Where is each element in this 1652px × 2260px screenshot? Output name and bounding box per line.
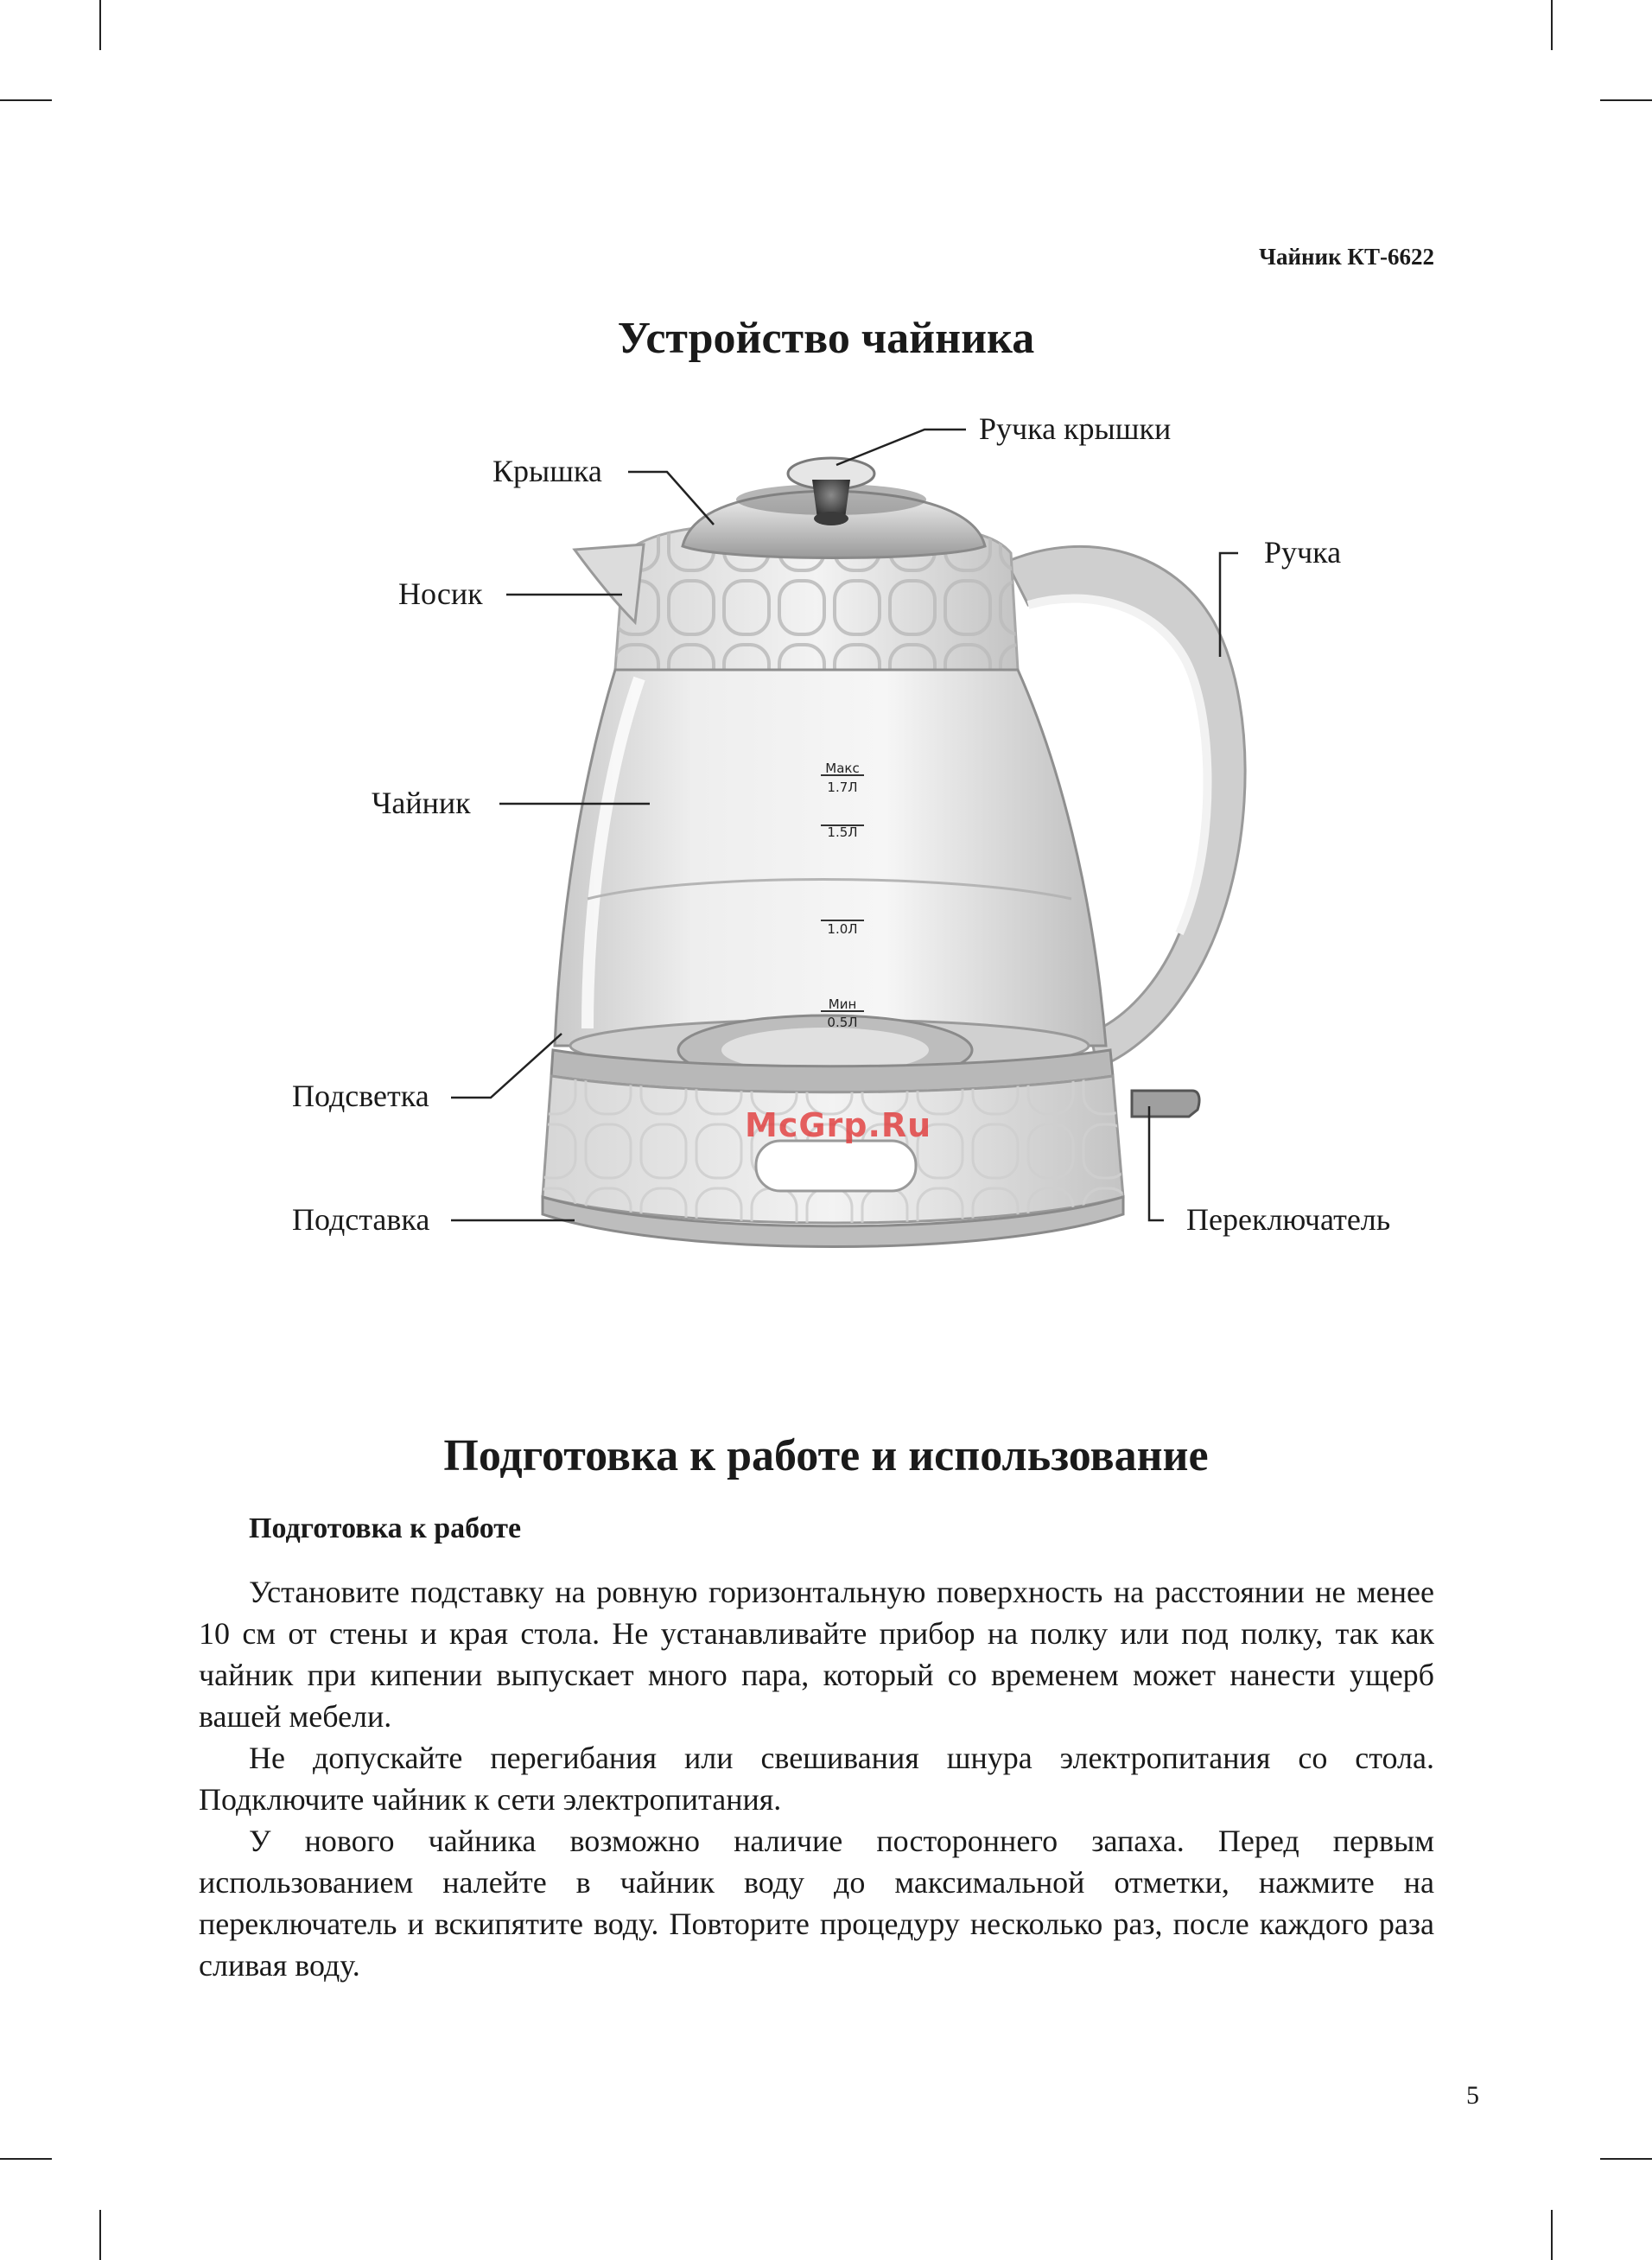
crop-mark	[1551, 2210, 1553, 2260]
leader-backlight	[451, 1034, 562, 1098]
label-spout: Носик	[398, 576, 483, 611]
crop-mark	[0, 2158, 52, 2160]
label-backlight: Подсветка	[292, 1079, 429, 1113]
base-window	[756, 1141, 916, 1191]
crop-mark	[1600, 2158, 1652, 2160]
label-switch: Переключатель	[1186, 1202, 1391, 1237]
scale-min-volume: 0.5Л	[827, 1015, 858, 1030]
label-lid: Крышка	[492, 454, 602, 488]
watermark: McGrp.Ru	[745, 1106, 932, 1144]
scale-min-word: Мин	[828, 996, 857, 1012]
subsection-title: Подготовка к работе	[249, 1512, 522, 1544]
scale-10: 1.0Л	[827, 921, 858, 937]
crop-mark	[99, 2210, 101, 2260]
scale-15: 1.5Л	[827, 824, 858, 840]
label-lid-handle: Ручка крышки	[979, 411, 1172, 446]
label-base: Подставка	[292, 1202, 430, 1237]
leader-lid	[628, 472, 714, 525]
section-title-preparation: Подготовка к работе и использование	[443, 1431, 1209, 1480]
glass-body	[555, 670, 1106, 1046]
label-handle: Ручка	[1264, 535, 1342, 570]
running-header: Чайник КТ-6622	[1259, 244, 1434, 270]
spout-shape	[575, 544, 644, 622]
label-kettle: Чайник	[372, 786, 471, 820]
leader-switch	[1149, 1106, 1164, 1220]
section-title-device: Устройство чайника	[617, 314, 1035, 363]
paragraph: Не допускайте перегибания или свешивания шнура электропитания со стола. Подключите чайник к сети электропитания.	[199, 1741, 1434, 1817]
page-number: 5	[1466, 2081, 1479, 2110]
scale-max-volume: 1.7Л	[827, 780, 858, 795]
paragraph: У нового чайника возможно наличие постороннего запаха. Перед первым использованием налейте в чайник воду до максимальной отметки, нажмите на переключатель и вскипятите воду. Повторите процедуру несколько раз, после каждого раза сливая воду.	[199, 1824, 1434, 1983]
switch-shape	[1132, 1091, 1199, 1117]
scale-max-word: Макс	[825, 761, 860, 776]
paragraph: Установите подставку на ровную горизонтальную поверхность на расстоянии не менее 10 см от стены и края стола. Не устанавливайте прибор на полку или под полку, так как чайник при кипении выпускает много пара, который со временем может нанести ущерб вашей мебели.	[199, 1575, 1434, 1734]
